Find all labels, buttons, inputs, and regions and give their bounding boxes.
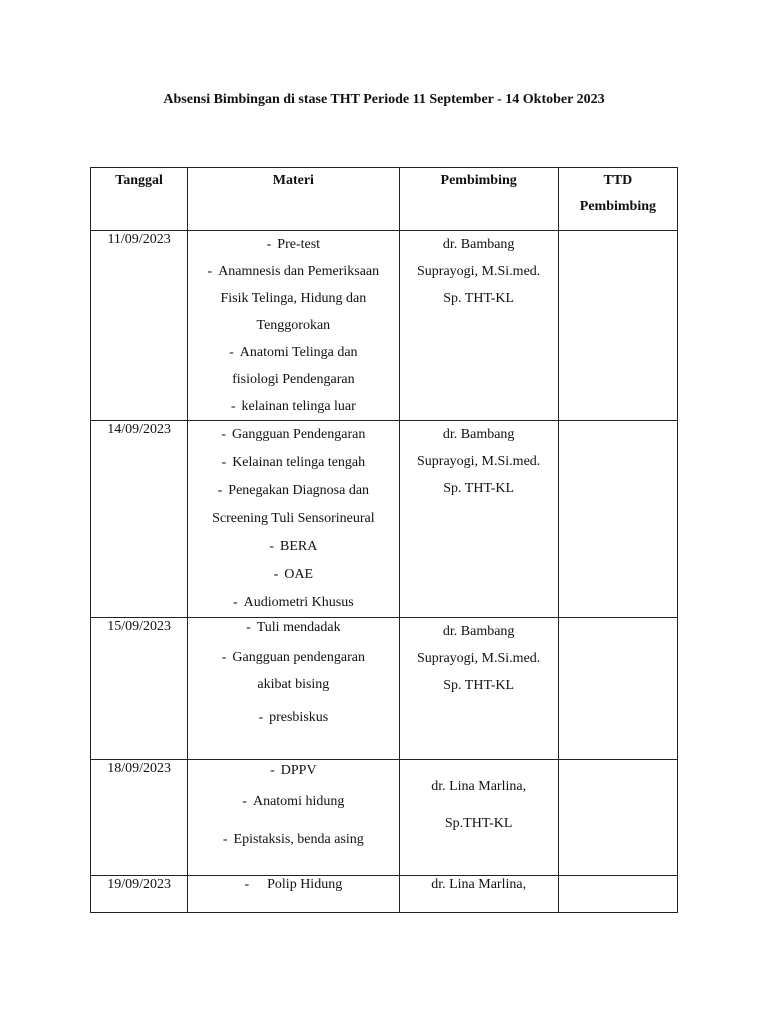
date-cell: 15/09/2023 — [91, 618, 188, 760]
signature-cell — [558, 618, 677, 760]
table-row — [91, 421, 678, 618]
pembimbing-cell — [399, 231, 558, 421]
signature-cell — [558, 231, 677, 421]
materi-item: - Penegakan Diagnosa dan Screening Tuli Sensorineural — [212, 483, 375, 526]
materi-item: - Polip Hidung — [244, 877, 343, 892]
date-cell: 18/09/2023 — [91, 760, 188, 876]
pembimbing-cell — [399, 760, 558, 876]
materi-cell — [188, 231, 399, 421]
header-tanggal: Tanggal — [91, 168, 188, 231]
pembimbing-line: Suprayogi, M.Si.med. — [417, 264, 541, 279]
materi-item: - Gangguan pendengaran akibat bising — [221, 650, 365, 692]
pembimbing-line: dr. Bambang — [442, 237, 515, 252]
pembimbing-line: dr. Bambang — [442, 427, 515, 442]
pembimbing-line: Sp. THT-KL — [443, 678, 515, 693]
materi-cell — [188, 760, 399, 876]
signature-cell — [558, 421, 677, 618]
date-cell: 14/09/2023 — [91, 421, 188, 618]
materi-item: - Anamnesis dan Pemeriksaan Fisik Telinga, Hidung dan Tenggorokan — [207, 264, 380, 333]
signature-cell — [558, 760, 677, 876]
attendance-table — [90, 167, 678, 913]
materi-item: - Anatomi hidung — [242, 794, 345, 809]
table-row — [91, 618, 678, 760]
materi-item: - DPPV — [270, 763, 317, 778]
materi-cell — [188, 421, 399, 618]
materi-item: - Kelainan telinga tengah — [221, 455, 366, 470]
header-ttd-line1: TTD — [603, 173, 633, 188]
table-row — [91, 231, 678, 421]
materi-item: - Audiometri Khusus — [232, 595, 354, 610]
header-materi: Materi — [188, 168, 399, 231]
pembimbing-line: dr. Bambang — [442, 624, 515, 639]
materi-item: - OAE — [273, 567, 314, 582]
table-row — [91, 876, 678, 913]
pembimbing-line: Sp. THT-KL — [443, 481, 515, 496]
pembimbing-cell — [399, 421, 558, 618]
materi-item: - Pre-test — [266, 237, 321, 252]
pembimbing-line: Sp. THT-KL — [443, 291, 515, 306]
materi-cell — [188, 618, 399, 760]
pembimbing-cell — [399, 876, 558, 913]
pembimbing-line: dr. Lina Marlina, — [431, 779, 527, 794]
document-title: Absensi Bimbingan di stase THT Periode 11 September - 14 Oktober 2023 — [163, 92, 605, 107]
header-ttd-line2: Pembimbing — [579, 199, 656, 214]
materi-item: - Tuli mendadak — [246, 620, 341, 635]
pembimbing-line: dr. Lina Marlina, — [431, 877, 527, 892]
materi-item: - kelainan telinga luar — [230, 399, 356, 414]
signature-cell — [558, 876, 677, 913]
table-row — [91, 760, 678, 876]
materi-item: - Anatomi Telinga dan fisiologi Pendengaran — [229, 345, 358, 387]
pembimbing-line: Suprayogi, M.Si.med. — [417, 454, 541, 469]
materi-item: - Epistaksis, benda asing — [222, 832, 364, 847]
materi-item: - Gangguan Pendengaran — [221, 427, 366, 442]
pembimbing-line: Suprayogi, M.Si.med. — [417, 651, 541, 666]
materi-item: - BERA — [269, 539, 318, 554]
date-cell: 11/09/2023 — [91, 231, 188, 421]
header-pembimbing: Pembimbing — [399, 168, 558, 231]
materi-item: - presbiskus — [258, 710, 329, 725]
pembimbing-cell — [399, 618, 558, 760]
materi-cell — [188, 876, 399, 913]
table-header-row — [91, 168, 678, 231]
pembimbing-line: Sp.THT-KL — [444, 816, 513, 831]
header-ttd — [558, 168, 677, 231]
date-cell: 19/09/2023 — [91, 876, 188, 913]
